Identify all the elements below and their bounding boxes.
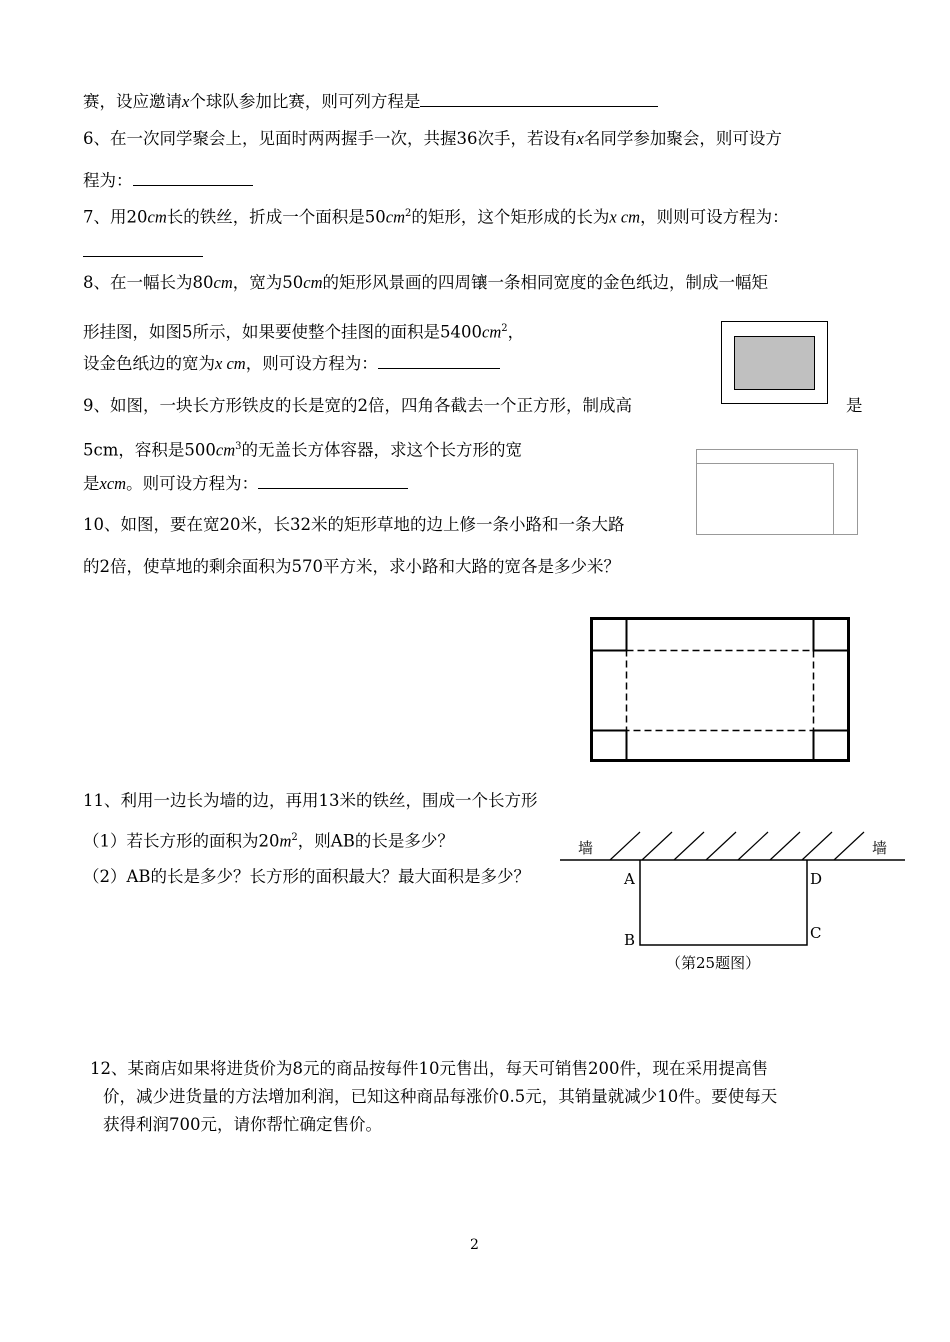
p8-line3: 设金色纸边的宽为x cm，则可设方程为： (83, 352, 500, 375)
p9-answer-blank[interactable] (258, 472, 408, 489)
lawn-figure (696, 449, 858, 535)
p6-line1: 6、在一次同学聚会上，见面时两两握手一次，共握36次手，若设有x名同学参加聚会，则可设方 (83, 129, 782, 148)
p6-answer-blank[interactable] (133, 169, 253, 186)
p11-q2: （2）AB的长是多少？长方形的面积最大？最大面积是多少？ (83, 867, 531, 886)
p9-line2: 5cm，容积是$500cm^3$的无盖长方体容器，求这个长方形的宽 (83, 440, 523, 460)
p7-answer-blank[interactable] (83, 240, 203, 257)
sheet-figure (590, 617, 850, 763)
p8-line1: 8、在一幅长为80cm，宽为50cm的矩形风景画的四周镶一条相同宽度的金色纸边，制成一幅矩 (83, 273, 768, 292)
p12-line3: 获得利润700元，请你帮忙确定售价。 (103, 1115, 382, 1134)
p8-line2: 形挂图，如图5所示，如果要使整个挂图的面积是$5400cm^2$， (83, 322, 525, 342)
p9-line1: 9、如图，一块长方形铁皮的长是宽的2倍，四角各截去一个正方形，制成高 (83, 396, 632, 415)
wall-hatching (610, 832, 864, 860)
p11-line1: 11、利用一边长为墙的边，再用13米的铁丝，围成一个长方形 (83, 791, 538, 810)
p9-line1-end: 是 (846, 396, 863, 415)
sheet-outer (592, 619, 849, 761)
p10-line1: 10、如图，要在宽20米，长32米的矩形草地的边上修一条小路和一条大路 (83, 515, 625, 534)
p7-line2 (83, 240, 203, 263)
point-D-label: D (810, 870, 823, 888)
figure-caption: （第25题图） (666, 954, 761, 972)
wall-label-left: 墙 (578, 839, 594, 857)
fence-rectangle (640, 860, 807, 945)
p6-line2: 程为： (83, 169, 253, 192)
wall-label-right: 墙 (872, 839, 888, 857)
p8-answer-blank[interactable] (378, 352, 500, 369)
frame-figure (721, 321, 828, 404)
frame-inner-picture (735, 337, 815, 390)
p5-answer-blank[interactable] (420, 90, 658, 107)
p9-line3: 是xcm。则可设方程为： (83, 472, 408, 495)
p5-tail-line: 赛，设应邀请x个球队参加比赛，则可列方程是 (83, 90, 658, 113)
page-number: 2 (470, 1237, 479, 1253)
p7-line1: 7、用20cm长的铁丝，折成一个面积是$50cm^2$的矩形，这个矩形成的长为x cm，则则可设方程为： (83, 207, 789, 227)
point-C-label: C (810, 924, 822, 942)
p11-q1: （1）若长方形的面积为$20m^2$，则AB的长是多少？ (83, 831, 454, 851)
p12-line2: 价，减少进货量的方法增加利润，已知这种商品每涨价0.5元，其销量就减少10件。要使每天 (103, 1087, 778, 1106)
wall-figure (560, 830, 905, 975)
point-B-label: B (624, 931, 636, 949)
point-A-label: A (624, 870, 635, 888)
p12-line1: 12、某商店如果将进货价为8元的商品按每件10元售出，每天可销售200件，现在采用提高售 (90, 1059, 768, 1078)
p10-line2: 的2倍，使草地的剩余面积为570平方米，求小路和大路的宽各是多少米？ (83, 557, 620, 576)
